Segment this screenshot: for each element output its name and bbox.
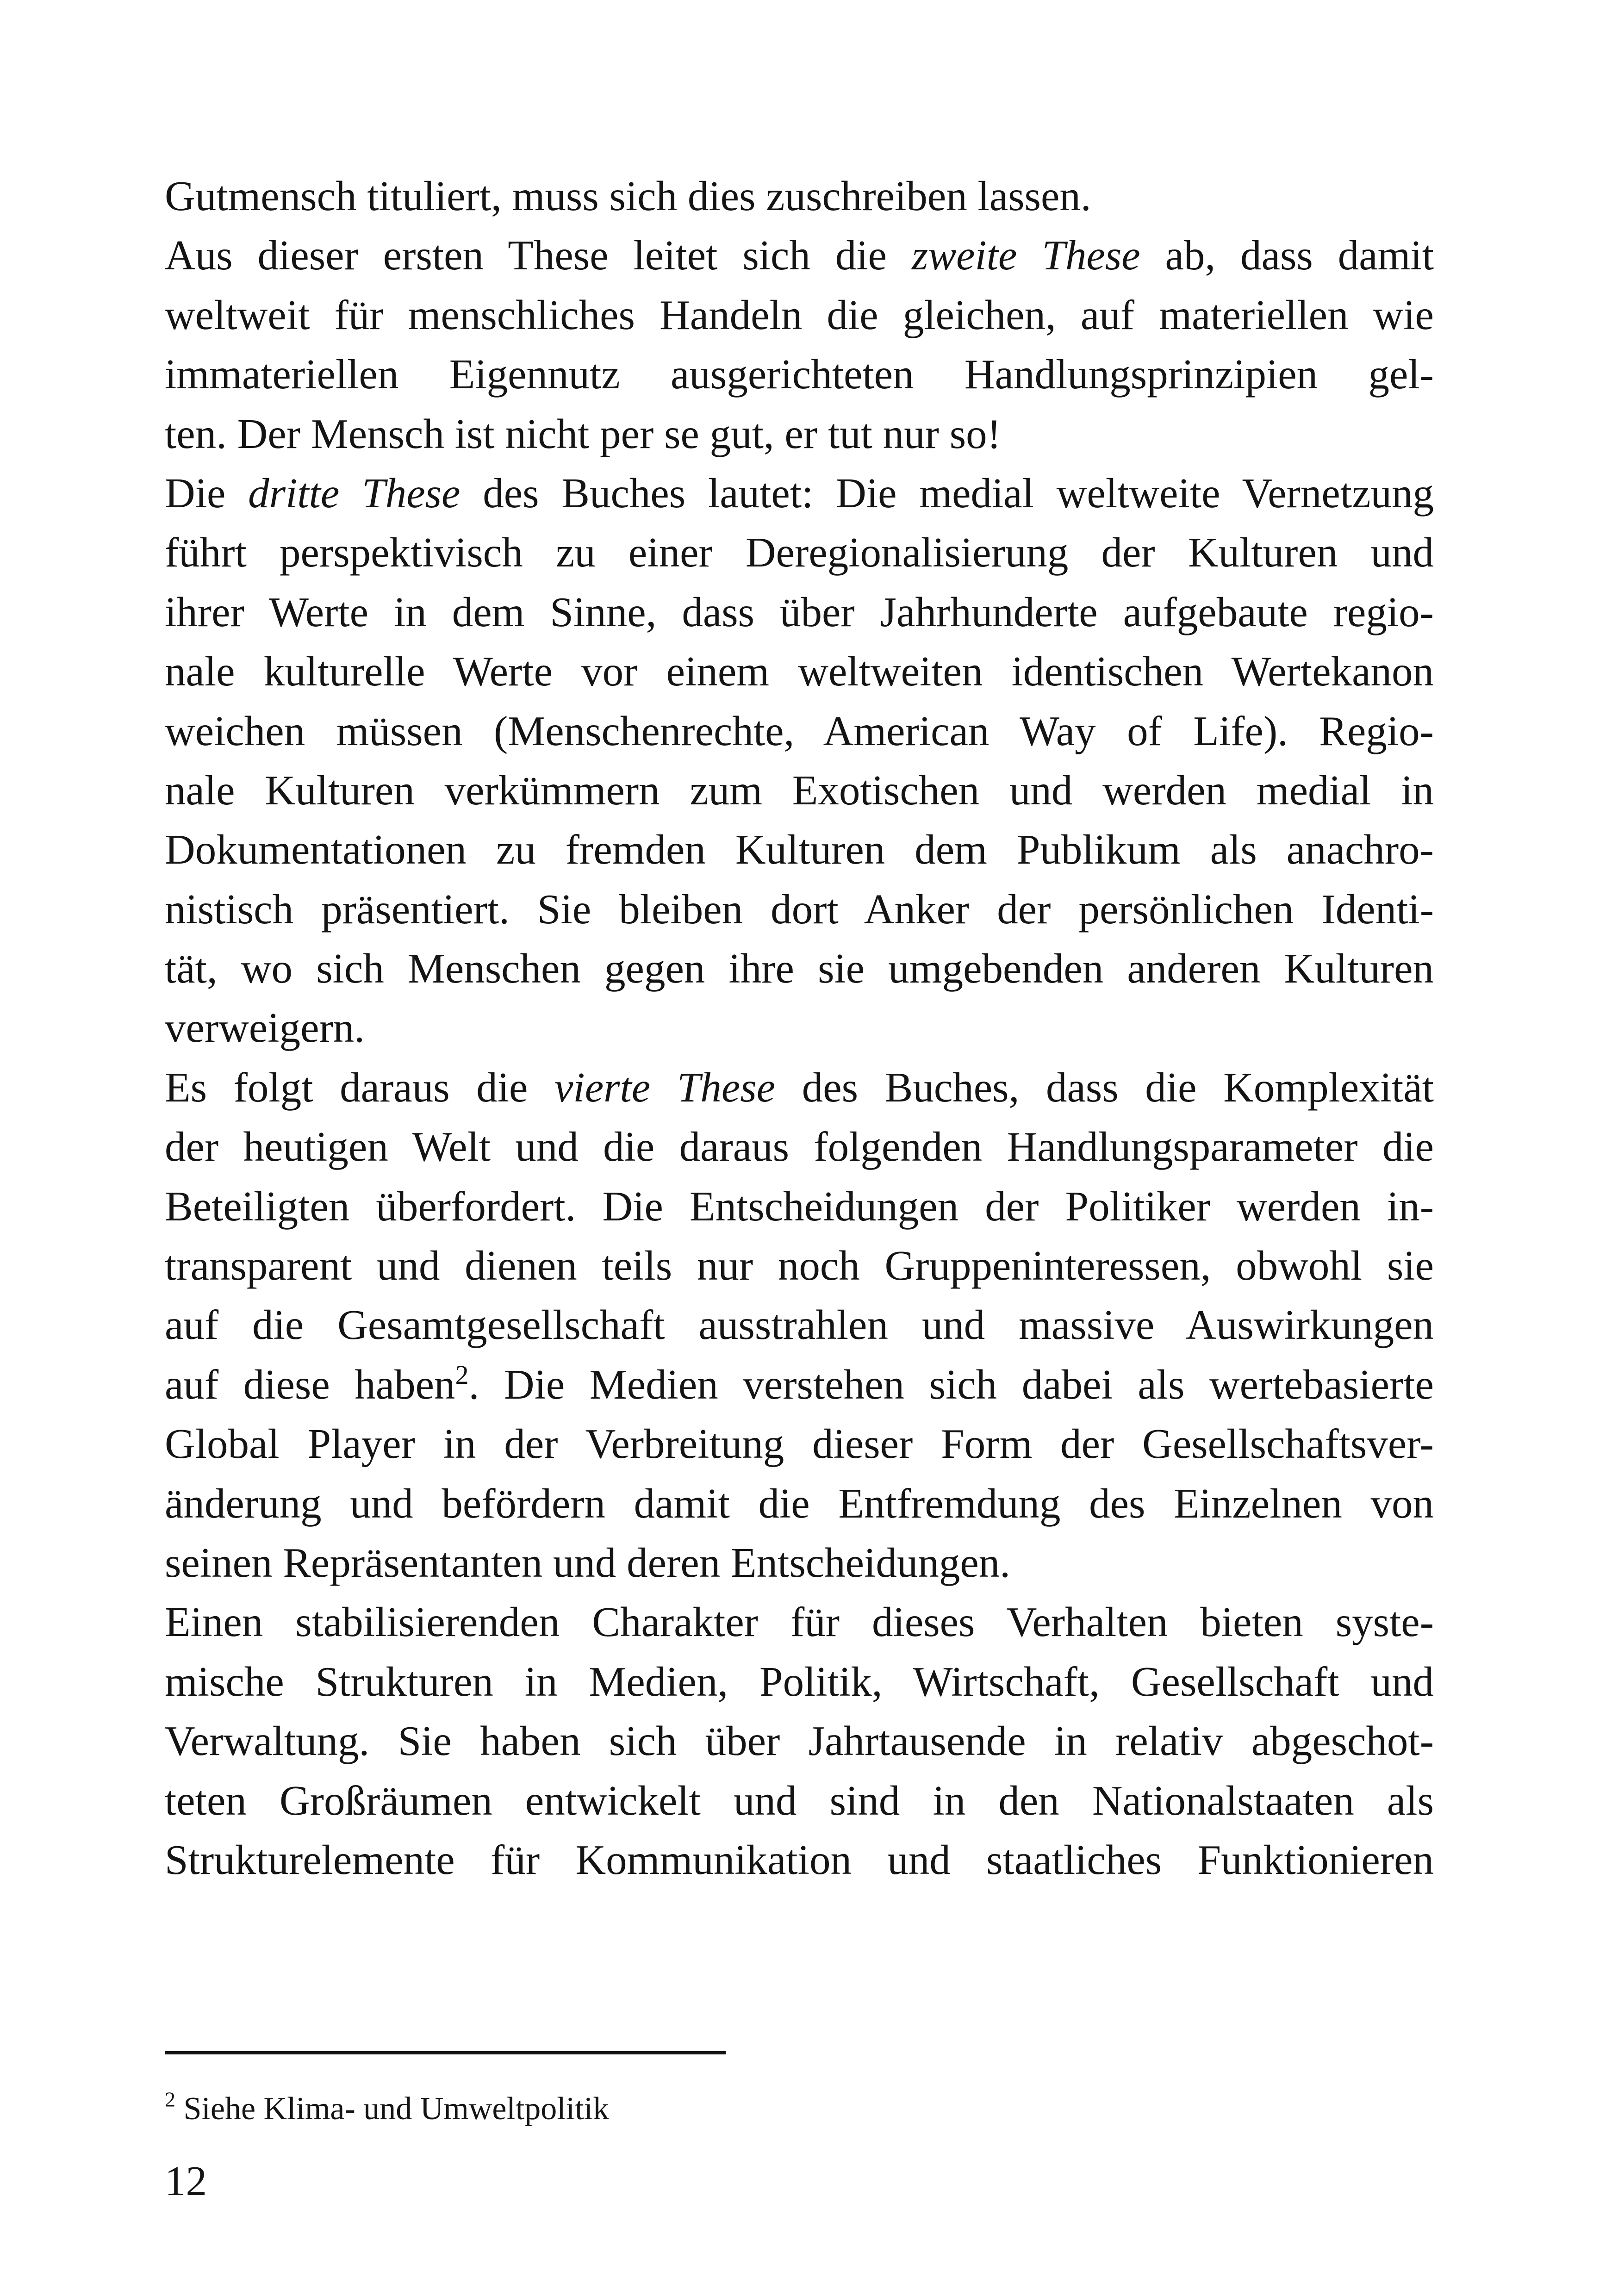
- emphasized-term: zweite These: [911, 232, 1140, 279]
- text-line: nistisch präsentiert. Sie bleiben dort Anker der persönlichen Identi-: [165, 885, 1434, 933]
- footnote: [165, 2088, 609, 2130]
- text-line: der heutigen Welt und die daraus folgenden Handlungsparameter die: [165, 1123, 1434, 1170]
- text-line: führt perspektivisch zu einer Deregionalisierung der Kulturen und: [165, 529, 1434, 576]
- page-number: 12: [165, 2158, 207, 2204]
- text-line: [165, 226, 1434, 285]
- text-line: [165, 1355, 1434, 1414]
- footnote-marker: 2: [165, 2087, 175, 2111]
- text-line: seinen Repräsentanten und deren Entscheidungen.: [165, 1539, 1010, 1586]
- text-line: Gutmensch tituliert, muss sich dies zuschreiben lassen.: [165, 173, 1091, 219]
- emphasized-term: dritte These: [248, 469, 461, 516]
- text-line: auf die Gesamtgesellschaft ausstrahlen und massive Auswirkungen: [165, 1301, 1434, 1349]
- text-line: Einen stabilisierenden Charakter für dieses Verhalten bieten syste-: [165, 1599, 1434, 1646]
- text-line: tät, wo sich Menschen gegen ihre sie umgebenden anderen Kulturen: [165, 945, 1434, 992]
- text-line: verweigern.: [165, 1004, 365, 1052]
- text-segment: . Die Medien verstehen sich dabei als wertebasierte: [468, 1361, 1434, 1408]
- text-segment: des Buches lautet: Die medial weltweite Vernetzung: [460, 469, 1434, 516]
- footnote-divider: [165, 2051, 726, 2054]
- text-line: mische Strukturen in Medien, Politik, Wirtschaft, Gesellschaft und: [165, 1658, 1434, 1705]
- text-line: immateriellen Eigennutz ausgerichteten Handlungsprinzipien gel-: [165, 351, 1434, 398]
- emphasized-term: vierte These: [554, 1064, 776, 1111]
- text-segment: Es folgt daraus die: [165, 1064, 555, 1111]
- text-line: ten. Der Mensch ist nicht per se gut, er tut nur so!: [165, 410, 1001, 457]
- text-line: weltweit für menschliches Handeln die gleichen, auf materiellen wie: [165, 291, 1434, 338]
- footnote-text: Siehe Klima- und Umweltpolitik: [175, 2091, 610, 2127]
- text-segment: Aus dieser ersten These leitet sich die: [165, 232, 912, 279]
- text-line: nale kulturelle Werte vor einem weltweiten identischen Wertekanon: [165, 648, 1434, 695]
- text-line: ihrer Werte in dem Sinne, dass über Jahrhunderte aufgebaute regio-: [165, 588, 1434, 635]
- body-text: [165, 167, 1434, 1890]
- text-segment: Die: [165, 469, 249, 516]
- text-line: weichen müssen (Menschenrechte, American Way of Life). Regio-: [165, 707, 1434, 754]
- text-line: Verwaltung. Sie haben sich über Jahrtausende in relativ abgeschot-: [165, 1717, 1434, 1765]
- text-line: teten Großräumen entwickelt und sind in den Nationalstaaten als: [165, 1777, 1434, 1824]
- text-line: Strukturelemente für Kommunikation und staatliches Funktionieren: [165, 1836, 1434, 1883]
- text-line: Beteiligten überfordert. Die Entscheidungen der Politiker werden in-: [165, 1182, 1434, 1230]
- text-line: änderung und befördern damit die Entfremdung des Einzelnen von: [165, 1480, 1434, 1527]
- text-segment: auf diese haben: [165, 1361, 455, 1408]
- text-line: [165, 464, 1434, 523]
- text-line: [165, 1058, 1434, 1117]
- text-segment: des Buches, dass die Komplexität: [775, 1064, 1434, 1111]
- footnote-reference: 2: [455, 1359, 469, 1390]
- text-line: Dokumentationen zu fremden Kulturen dem Publikum als anachro-: [165, 826, 1434, 873]
- text-segment: ab, dass damit: [1140, 232, 1434, 279]
- text-line: Global Player in der Verbreitung dieser Form der Gesellschaftsver-: [165, 1420, 1434, 1468]
- text-line: transparent und dienen teils nur noch Gruppeninteressen, obwohl sie: [165, 1242, 1434, 1289]
- text-line: nale Kulturen verkümmern zum Exotischen und werden medial in: [165, 766, 1434, 814]
